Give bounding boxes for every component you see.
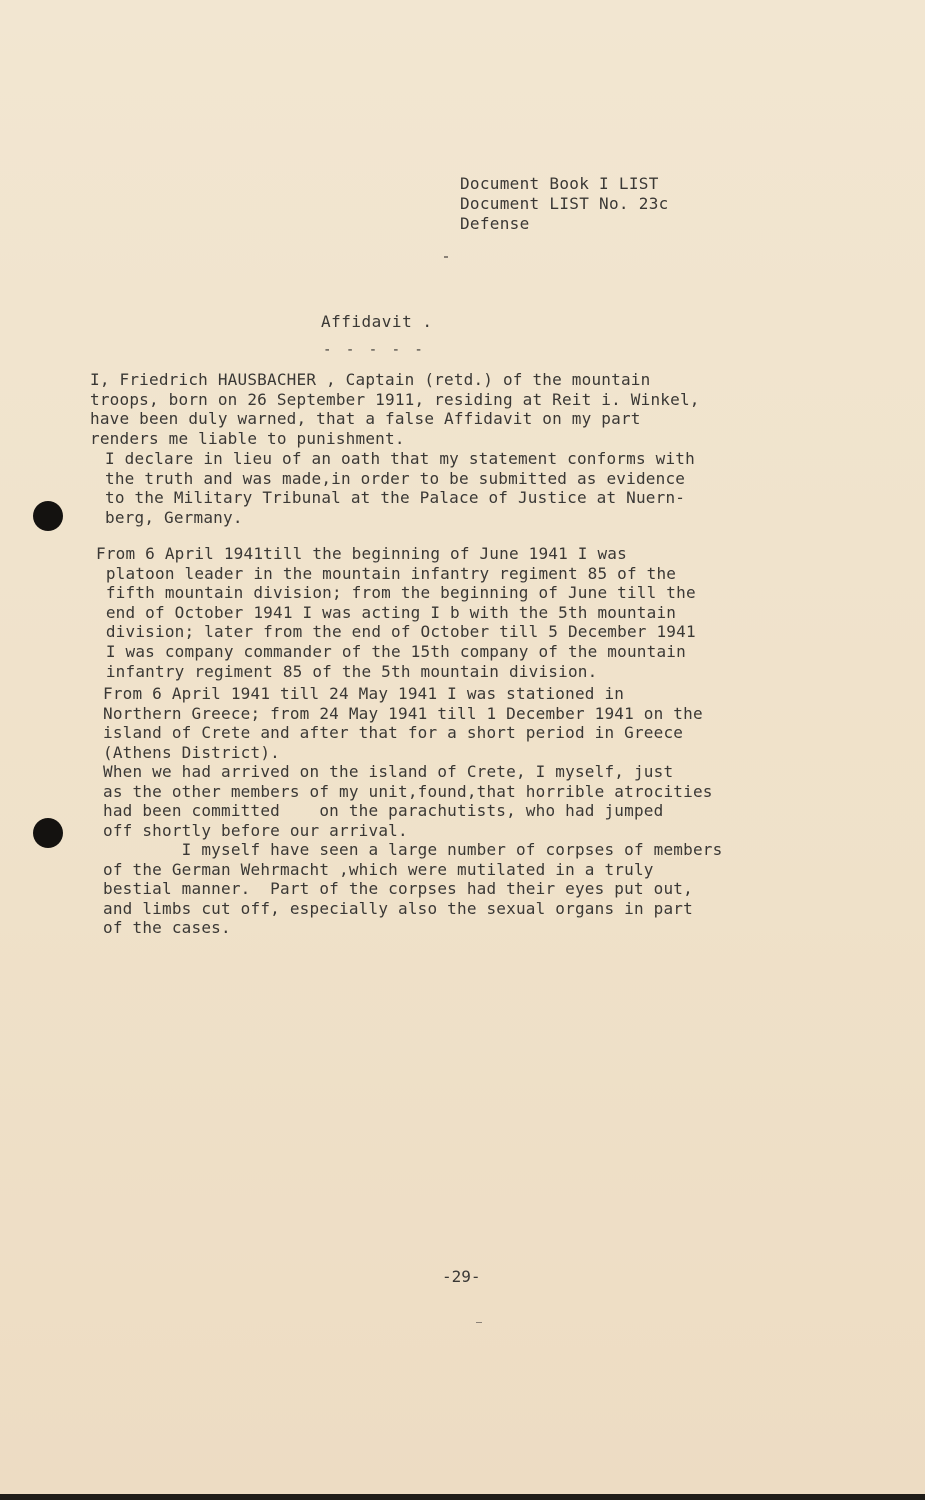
paper-speck bbox=[444, 256, 448, 258]
paragraph-identity: I, Friedrich HAUSBACHER , Captain (retd.) of the mountain troops, born on 26 September 1911, residing at Reit i. Winkel, have been duly warned, that a false Affidavit on my part renders me liable to punishment. bbox=[90, 370, 700, 448]
paragraph-arrival: When we had arrived on the island of Crete, I myself, just as the other members of my unit,found,that horrible atrocities had been committed on the parachutists, who had jumped off shortly before our arrival. bbox=[103, 762, 713, 840]
document-title: Affidavit . bbox=[321, 312, 433, 331]
page-number: -29- bbox=[442, 1267, 481, 1286]
paragraph-service: From 6 April 1941till the beginning of June 1941 I was platoon leader in the mountain infantry regiment 85 of the fifth mountain division; from the beginning of June till the end of October 1941 I was acting I b with the 5th mountain division; later from the end of October till 5 December 1941 I was company commander of the 15th company of the mountain infantry regiment 85 of the 5th mountain division. bbox=[96, 544, 696, 681]
paragraph-observation: I myself have seen a large number of corpses of members of the German Wehrmacht ,which were mutilated in a truly bestial manner. Part of the corpses had their eyes put out, and limbs cut off, especially also the sexual organs in part of the cases. bbox=[103, 840, 723, 938]
header-defense-line: Defense bbox=[460, 214, 530, 233]
punch-hole bbox=[33, 501, 63, 531]
paper-speck bbox=[476, 1322, 482, 1323]
page-bottom-edge bbox=[0, 1494, 925, 1500]
paragraph-declaration: I declare in lieu of an oath that my statement conforms with the truth and was made,in order to be submitted as evidence to the Military Tribunal at the Palace of Justice at Nuern- berg, Germany. bbox=[105, 449, 695, 527]
header-document-line: Document LIST No. 23c bbox=[460, 194, 669, 213]
title-underline: - - - - - bbox=[323, 342, 426, 358]
document-header bbox=[460, 174, 669, 234]
punch-hole bbox=[33, 818, 63, 848]
header-book-line: Document Book I LIST bbox=[460, 174, 659, 193]
paragraph-stations: From 6 April 1941 till 24 May 1941 I was stationed in Northern Greece; from 24 May 1941 till 1 December 1941 on the island of Crete and after that for a short period in Greece (Athens District). bbox=[103, 684, 703, 762]
